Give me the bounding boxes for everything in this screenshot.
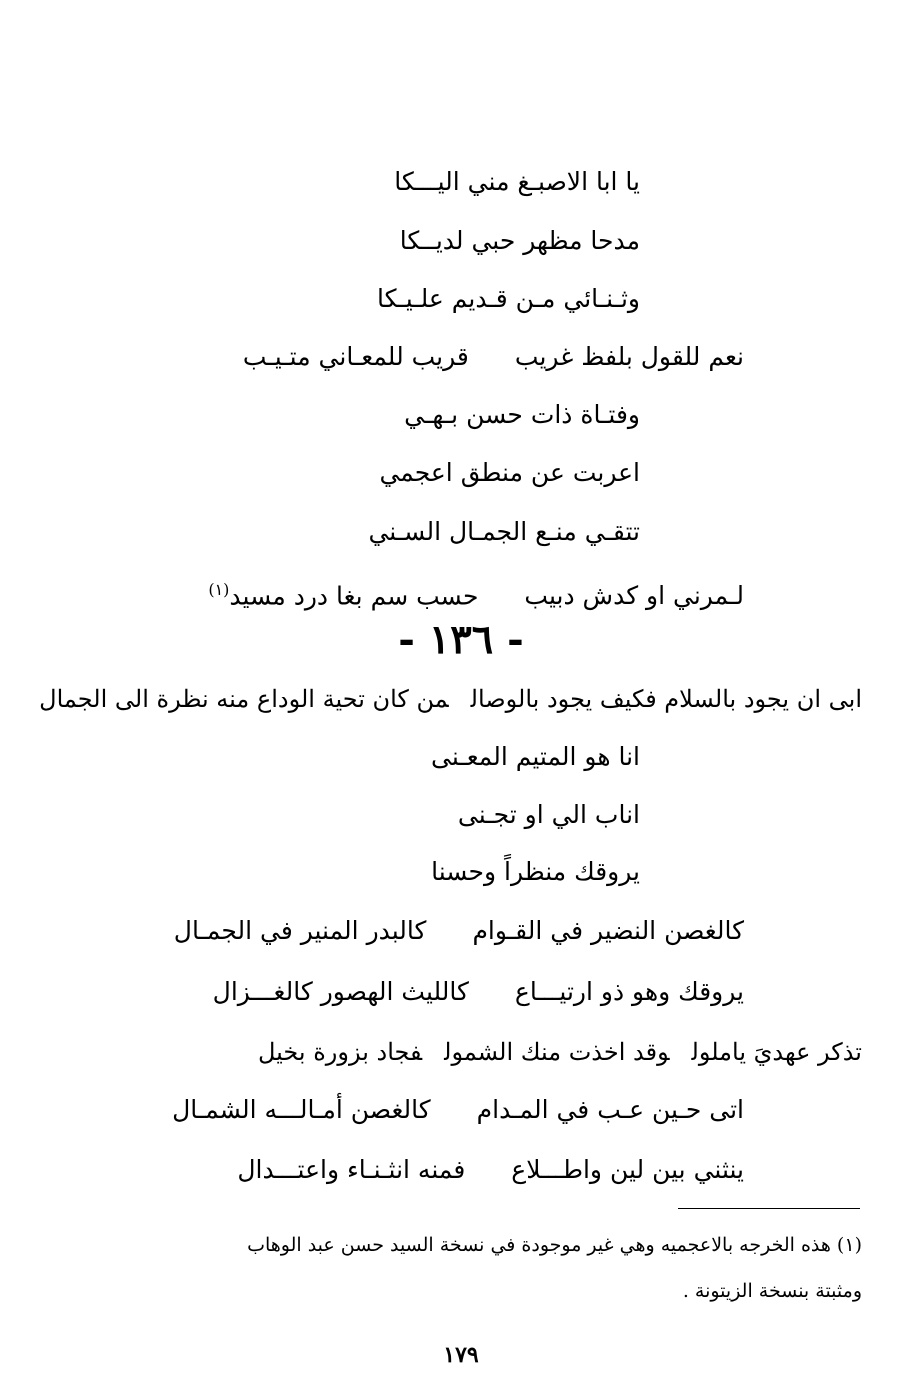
verse-line — [243, 340, 744, 374]
hemistich: فمنه انثـنـاء واعتـــدال — [237, 1155, 466, 1184]
hemistich: وقد اخذت منك الشمول — [444, 1038, 670, 1066]
footnote-marker: (١) — [208, 580, 230, 599]
poem-line: وثـنـائي مـن قـديم علـيـكا — [376, 284, 640, 313]
poem-line: اعربت عن منطق اعجمي — [379, 458, 640, 487]
hemistich: كالليث الهصور كالغـــزال — [212, 977, 469, 1006]
poem-line: وفتـاة ذات حسن بـهـي — [404, 400, 640, 429]
section-number: - ١٣٦ - — [398, 616, 524, 663]
verse-line — [258, 1035, 862, 1069]
hemistich: اتى حـين عـب في المـدام — [476, 1095, 744, 1124]
hemistich: كالبدر المنير في الجمـال — [173, 916, 427, 945]
verse-line — [39, 682, 862, 716]
verse-line — [237, 1153, 744, 1187]
poem-line: يا ابا الاصبـغ مني اليـــكا — [394, 167, 640, 196]
verse-line — [174, 914, 744, 948]
footnote-divider — [678, 1208, 860, 1209]
hemistich: تذكر عهديَ ياملول — [691, 1038, 862, 1066]
hemistich: كالغصن النضير في القـوام — [472, 916, 744, 945]
hemistich: كالغصن أمـالـــه الشمـال — [172, 1095, 431, 1124]
hemistich-text: حسب سم بغا درد مسيد — [229, 581, 479, 611]
hemistich: نعم للقول بلفظ غريب — [514, 342, 744, 371]
hemistich: من كان تحية الوداع منه نظرة الى الجمال — [39, 685, 449, 713]
poem-line: يروقك منظراً وحسنا — [431, 857, 640, 886]
hemistich: ينثني بين لين واطـــلاع — [511, 1155, 744, 1184]
verse-line — [172, 1093, 744, 1127]
verse-line — [208, 573, 744, 613]
hemistich: يروقك وهو ذو ارتيـــاع — [514, 977, 744, 1006]
hemistich: فجاد بزورة بخيل — [258, 1038, 423, 1066]
poem-line: انا هو المتيم المعـنى — [431, 742, 640, 771]
poem-line: تتقـي منـع الجمـال السـني — [368, 517, 640, 546]
poem-line: مدحا مظهر حبي لديــكا — [399, 226, 640, 255]
hemistich: قريب للمعـاني متـيـب — [242, 342, 469, 371]
poem-line: اناب الي او تجـنى — [457, 800, 640, 829]
page-number: ١٧٩ — [443, 1342, 479, 1368]
hemistich: لـمرني او كدش دبيب — [524, 581, 744, 611]
footnote-line: (١) هذه الخرجه بالاعجميه وهي غير موجودة في نسخة السيد حسن عبد الوهاب — [247, 1234, 862, 1256]
hemistich — [208, 573, 478, 613]
verse-line — [213, 975, 744, 1009]
footnote-line: ومثبتة بنسخة الزيتونة . — [682, 1280, 862, 1302]
hemistich: ابى ان يجود بالسلام فكيف يجود بالوصال — [470, 685, 862, 713]
